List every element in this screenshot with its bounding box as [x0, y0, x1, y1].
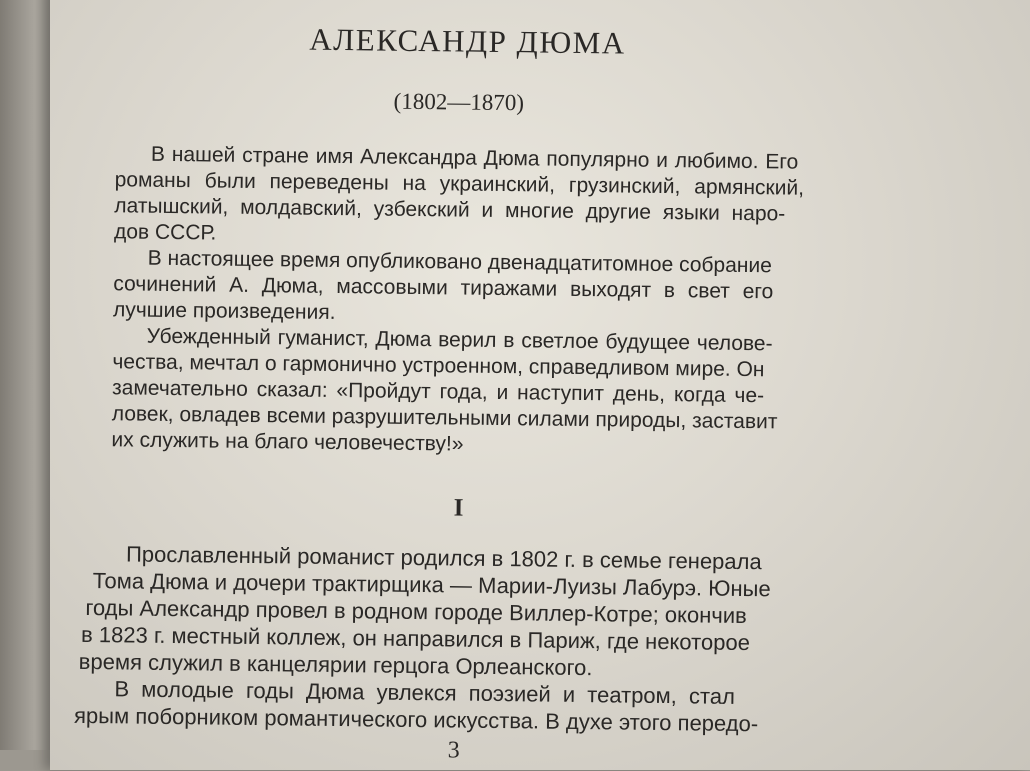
text-line: Убежденный гуманист, Дюма верил в светлое будущее челове- [146, 324, 773, 356]
text-line: время служил в канцелярии герцога Орлеанского. [78, 648, 593, 681]
text-line: романы были переведены на украинский, грузинский, армянский, [114, 168, 805, 200]
life-dates: (1802—1870) [393, 88, 525, 116]
text-line: сочинений А. Дюма, массовыми тиражами выходят в свет его [113, 272, 774, 304]
text-line: годы Александр провел в родном городе Виллер-Котре; окончив [85, 594, 747, 629]
page-title: АЛЕКСАНДР ДЮМА [309, 21, 626, 61]
text-line: их служить на благо человечеству!» [111, 428, 464, 456]
text-line: Прославленный романист родился в 1802 г. в семье генерала [125, 541, 762, 575]
page-number: 3 [447, 737, 460, 764]
text-line: лучшие произведения. [112, 298, 336, 324]
text-line: в 1823 г. местный коллеж, он направился в Париж, где некоторое [80, 621, 751, 656]
text-line: В молодые годы Дюма увлекся поэзией и театром, стал [114, 676, 736, 709]
text-line: ловек, овладев всеми разрушительными силами природы, заставит [111, 402, 778, 434]
text-line: латышский, молдавский, узбекский и многие другие языки наро- [114, 194, 786, 226]
text-line: дов СССР. [113, 220, 217, 245]
text-line: ярым поборником романтического искусства. В духе этого передо- [73, 702, 759, 737]
chapter-heading: I [453, 494, 464, 522]
text-line: чества, мечтал о гармонично устроенном, справедливом мире. Он [112, 350, 765, 382]
text-line: В нашей стране имя Александра Дюма популярно и любимо. Его [150, 142, 799, 174]
text-line: Тома Дюма и дочери трактирщика — Марии-Луизы Лабурэ. Юные [92, 568, 771, 602]
text-line: замечательно сказал: «Пройдут года, и наступит день, когда че- [111, 376, 765, 408]
text-line: В настоящее время опубликовано двенадцатитомное собрание [147, 246, 772, 278]
